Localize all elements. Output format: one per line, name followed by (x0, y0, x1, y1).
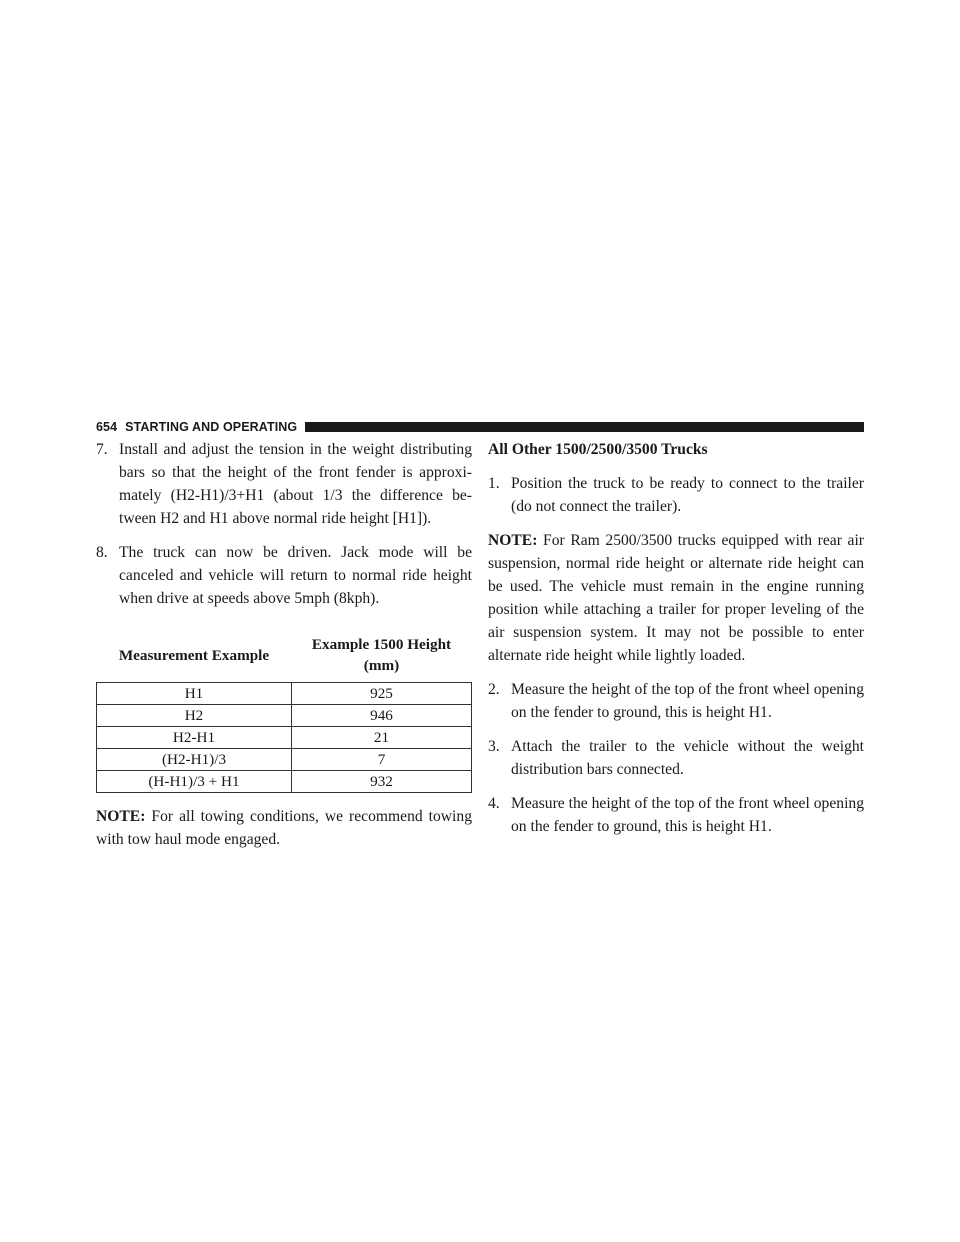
note-label: NOTE: (96, 808, 146, 825)
list-text: The truck can now be driven. Jack mode will be canceled and vehicle will return to normal ride height when drive at speeds above 5mph (8kph). (119, 544, 472, 607)
list-item-3 (488, 735, 864, 781)
column-header: Example 1500 Height (mm) (292, 630, 472, 683)
list-text: Measure the height of the top of the front wheel opening on the fender to ground, this is height H1. (511, 681, 864, 721)
table-row (97, 771, 472, 793)
table-cell: H2-H1 (97, 727, 292, 749)
table-header-row (97, 630, 472, 683)
table-cell: 946 (292, 705, 472, 727)
note-paragraph (96, 805, 472, 851)
list-number: 2. (488, 681, 500, 698)
list-item-1 (488, 472, 864, 518)
table-cell: H1 (97, 683, 292, 705)
table-cell: 21 (292, 727, 472, 749)
header-rule (305, 422, 864, 432)
list-number: 1. (488, 475, 500, 492)
table-cell: H2 (97, 705, 292, 727)
table-row (97, 749, 472, 771)
table-row (97, 727, 472, 749)
list-item-4 (488, 792, 864, 838)
table-cell: (H2-H1)/3 (97, 749, 292, 771)
list-item-7 (96, 438, 472, 530)
list-number: 3. (488, 738, 500, 755)
table-cell: 932 (292, 771, 472, 793)
note-text: For Ram 2500/3500 trucks equipped with rear air suspension, normal ride height or alternate ride height can be used. The vehicle must remain in the engine running position while attaching a trailer for proper leveling of the air suspension system. It may not be possible to enter alternate ride height while lightly loaded. (488, 532, 864, 664)
section-title: STARTING AND OPERATING (125, 420, 298, 434)
list-text: Install and adjust the tension in the weight distributing bars so that the height of the front fender is approxi-mately (H2-H1)/3+H1 (about 1/3 the difference be-tween H2 and H1 above normal ride height [H1]). (119, 441, 472, 527)
list-number: 4. (488, 795, 500, 812)
list-text: Position the truck to be ready to connect to the trailer (do not connect the trailer). (511, 475, 864, 515)
right-column (488, 438, 864, 849)
list-number: 7. (96, 441, 108, 458)
list-number: 8. (96, 544, 108, 561)
list-text: Measure the height of the top of the front wheel opening on the fender to ground, this is height H1. (511, 795, 864, 835)
section-heading: All Other 1500/2500/3500 Trucks (488, 441, 708, 458)
page-header (96, 419, 864, 435)
note-text: For all towing conditions, we recommend towing with tow haul mode engaged. (96, 808, 472, 848)
table-row (97, 705, 472, 727)
table-row (97, 683, 472, 705)
table-cell: 7 (292, 749, 472, 771)
list-item-2 (488, 678, 864, 724)
list-text: Attach the trailer to the vehicle without the weight distribution bars connected. (511, 738, 864, 778)
page-number: 654 (96, 420, 118, 434)
left-column (96, 438, 472, 862)
table-cell: 925 (292, 683, 472, 705)
note-label: NOTE: (488, 532, 538, 549)
measurement-table (96, 630, 472, 793)
column-header: Measurement Example (97, 630, 292, 683)
table-cell: (H-H1)/3 + H1 (97, 771, 292, 793)
list-item-8 (96, 541, 472, 610)
note-paragraph (488, 529, 864, 667)
